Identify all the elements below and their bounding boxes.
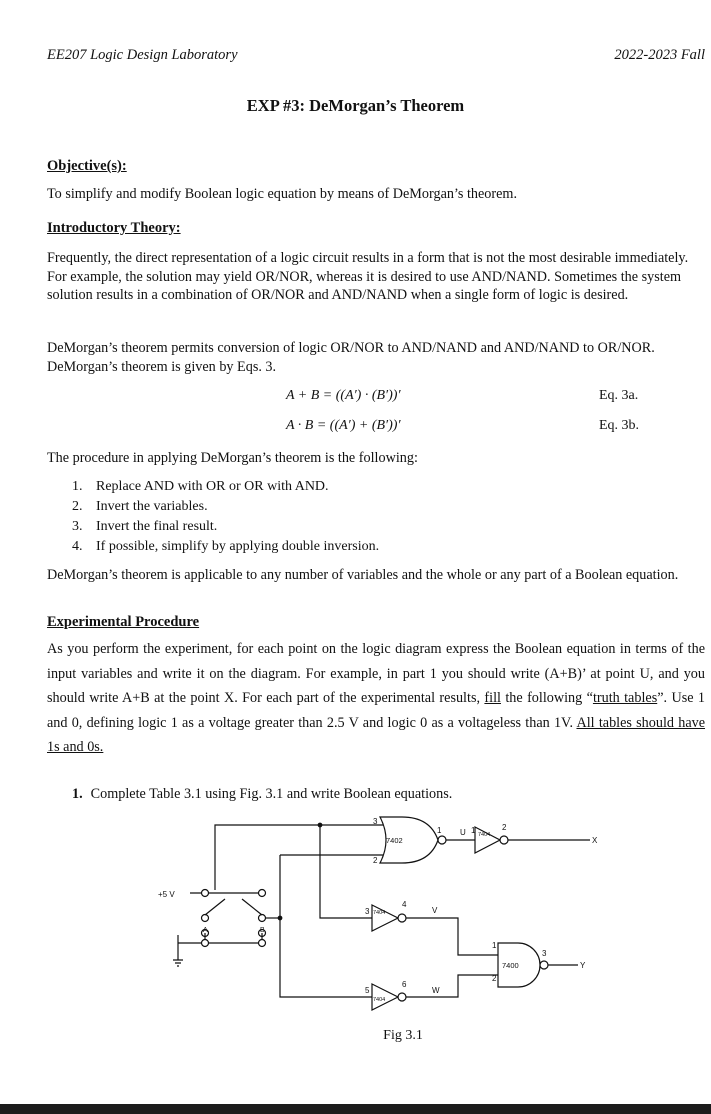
procedure-intro: The procedure in applying DeMorgan’s theorem is the following: (47, 450, 418, 466)
pin-label: 6 (402, 980, 407, 989)
objective-heading: Objective(s): (47, 158, 127, 174)
inverter-2-label: 7404 (373, 910, 386, 916)
inverter-1 (475, 827, 500, 853)
wire-w-to-nand (406, 975, 498, 997)
wire-a-to-nor (215, 825, 385, 890)
point-w-label: W (432, 986, 440, 995)
step-text: Invert the variables. (96, 499, 208, 514)
task-number: 1. (72, 786, 83, 802)
intro-paragraph-1: Frequently, the direct representation of a logic circuit results in a form that is not the most desirable immediately. For example, the solution may yield OR/NOR, whereas it is desired to use AND/NAND. Sometimes the system solution results in a combination of OR/NOR and AND/NAND when a single form of logic is desired. (47, 250, 689, 303)
step-item (72, 517, 379, 537)
switch-b (259, 915, 266, 922)
point-x-label: X (592, 836, 598, 845)
intro-paragraph-3: DeMorgan’s theorem is applicable to any number of variables and the whole or any part of a Boolean equation. (47, 567, 679, 583)
point-y-label: Y (580, 961, 586, 970)
pin-label: 2 (373, 856, 378, 865)
nor-gate-label: 7402 (386, 836, 403, 845)
step-number: 2. (72, 499, 83, 514)
header-course: EE207 Logic Design Laboratory (47, 47, 238, 63)
intro-heading: Introductory Theory: (47, 220, 181, 236)
ground-symbol (173, 935, 183, 966)
equation-3a: A + B = ((A′) · (B′))′ (286, 388, 401, 403)
pin-label: 3 (365, 907, 370, 916)
exp-fill: fill (484, 690, 501, 707)
logic-diagram (140, 815, 620, 1020)
equation-3b: A · B = ((A′) + (B′))′ (286, 418, 401, 433)
switch-a-label: A (203, 927, 208, 934)
equation-3a-label: Eq. 3a. (599, 388, 639, 403)
supply-label: +5 V (158, 890, 175, 899)
pin-label: 2 (502, 823, 507, 832)
experimental-paragraph (47, 637, 705, 760)
step-item (72, 537, 379, 557)
exp-text-2: the following “ (500, 690, 593, 707)
objective-text: To simplify and modify Boolean logic equation by means of DeMorgan’s theorem. (47, 186, 517, 202)
wire-b-to-inv3 (280, 918, 372, 997)
step-item (72, 477, 379, 497)
switch-a (202, 915, 209, 922)
intro-paragraph-2: DeMorgan’s theorem permits conversion of logic OR/NOR to AND/NAND and AND/NAND to OR/NOR. DeMorgan’s theorem is given by Eqs. 3. (47, 340, 655, 375)
header-term: 2022-2023 Fall (614, 47, 705, 63)
step-number: 3. (72, 519, 83, 534)
pin-label: 3 (373, 817, 378, 826)
step-text: Invert the final result. (96, 519, 218, 534)
exp-truth-tables: truth tables (592, 690, 658, 707)
point-v-label: V (432, 906, 438, 915)
pin-label: 5 (365, 986, 370, 995)
pin-label: 1 (437, 826, 442, 835)
inverter-2 (372, 905, 398, 931)
page-title: EXP #3: DeMorgan’s Theorem (246, 96, 465, 115)
pin-label: 1 (492, 941, 497, 950)
step-number: 4. (72, 539, 83, 554)
task-1 (72, 786, 452, 803)
switch-b-label: B (260, 927, 265, 934)
inverter-3-label: 7404 (373, 997, 386, 1003)
task-text: Complete Table 3.1 using Fig. 3.1 and write Boolean equations. (90, 786, 453, 802)
step-text: If possible, simplify by applying double inversion. (96, 539, 380, 554)
wire-v-to-nand (406, 918, 498, 955)
pin-label: 3 (542, 949, 547, 958)
pin-label: 2 (492, 974, 497, 983)
pin-label: 4 (402, 900, 407, 909)
figure-caption: Fig 3.1 (383, 1028, 423, 1043)
exp-all-tables: All tables should have 1s and 0s. (47, 714, 706, 756)
bottom-bar (0, 1104, 711, 1114)
pin-label: 1 (471, 826, 476, 835)
point-u-label: U (460, 828, 466, 837)
wire-a-to-inv2 (320, 825, 372, 918)
step-item (72, 497, 379, 517)
exp-text-1: As you perform the experiment, for each point on the logic diagram express the Boolean equation in terms of the input variables and write it on the diagram. For example, in part 1 you should write (A+B)’ at point U, and you should write A+B at the point X. For each part of the experimental results, (47, 641, 705, 707)
exp-text-3: ”. Use 1 and 0, defining logic 1 as a voltage greater than 2.5 V and logic 0 as a voltageless than 1V. (47, 690, 705, 731)
procedure-steps (72, 477, 379, 557)
nand-gate-label: 7400 (502, 961, 519, 970)
inverter-1-label: 7404 (478, 832, 491, 838)
equation-3b-label: Eq. 3b. (599, 418, 640, 433)
step-number: 1. (72, 479, 83, 494)
experimental-heading: Experimental Procedure (47, 614, 200, 630)
step-text: Replace AND with OR or OR with AND. (96, 479, 329, 494)
